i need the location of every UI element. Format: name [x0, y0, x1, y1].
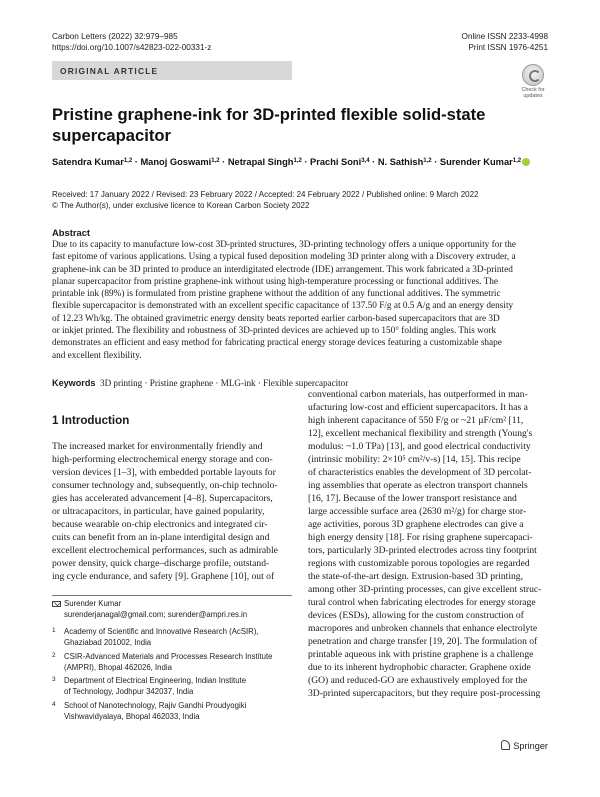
check-for-updates-badge[interactable] [516, 64, 550, 100]
intro-left-column: The increased market for environmentally friendly and high-performing electrochemical energy storage and con- version devices [1–3], with embedded portable layouts for consumer technology and, subsequently, on-chip technolo- gies has accelerated advancement [4–8]. Supercapacitors, or ultracapacitors, in particular, have gained popularity, because wearable on-chip electronics and integrated cir- cuits can benefit from an in-plane interdigital design and excellent electrochemical performances, such as admirable power density, quick charge–discharge profile, outstand- ing cycle endurance, and safety [9]. Graphene [10], out of [52, 441, 278, 582]
author-list: Satendra Kumar$^{1,2}$ · Manoj Goswami$^{1,2}$ · Netrapal Singh$^{1,2}$ · Prachi Soni$^{3,4}$ · N. Sathish$^{1,2}$ · Surender Kumar$^{1,2}$ [52, 155, 552, 168]
doi-link[interactable]: https://doi.org/10.1007/s42823-022-00331-z [52, 43, 212, 52]
affiliation: 1 Academy of Scientific and Innovative Research (AcSIR), Ghaziabad 201002, India [52, 627, 259, 647]
online-issn: Online ISSN 2233-4998 [461, 32, 548, 41]
keywords-label: Keywords [52, 378, 96, 388]
crossmark-icon [522, 64, 544, 86]
journal-citation: Carbon Letters (2022) 32:979–985 [52, 32, 178, 41]
author-name[interactable]: N. Sathish [377, 157, 424, 167]
print-issn: Print ISSN 1976-4251 [468, 43, 548, 52]
publication-dates [52, 189, 479, 212]
article-type-banner: ORIGINAL ARTICLE [52, 61, 292, 80]
abstract-body: Due to its capacity to manufacture low-cost 3D-printed structures, 3D-printing technology offers a unique opportunity for the fast epitome of various applications. Using a typical fused deposition modeling 3D printer along with a Discovery extruder, a graphene-ink can be 3D printed to produce an interdigitated electrode (IDE) arrangement. This work fabricated a 3D-printed planar supercapacitor from pristine graphene-ink without using high-temperature processing or functional additives. The printable ink (89%) is formulated from pristine graphene without the addition of any functional additives. The symmetric flexible supercapacitor is demonstrated with an excellent specific capacitance of 137.50 F/g at 0.5 A/g and an energy density of 12.23 Wh/kg. The obtained gravimetric energy density beats reported earlier carbon-based supercapacitors that are 3D or inkjet printed. The flexibility and robustness of 3D-printed devices are achieved up to 150° folding angles. This work demonstrates an efficient and easy method for fabricating practical energy storage devices featuring a customizable shape and excellent flexibility. [52, 240, 517, 361]
publisher-logo [501, 740, 548, 751]
article-title: Pristine graphene-ink for 3D-printed flexible solid-state supercapacitor [52, 105, 486, 145]
author-name[interactable]: Manoj Goswami [140, 157, 212, 167]
intro-right-column: conventional carbon materials, has outperformed in man- ufacturing low-cost and efficient supercapacitors. It has a high inherent capacitance of 550 F/g or ~21 μF/cm² [11, 12], excellent mechanical flexibility and strength (Young's modulus: ~1.0 TPa) [13], and good electrical conductivity (intrinsic mobility: 2×10⁵ cm²/v-s) [14, 15]. This recipe of characteristics enables the development of 3D percolat- ing assemblies that operate as electron transport channels [16, 17]. Because of the lower transport resistance and large accessible surface area (2630 m²/g) for charge stor- age activities, porous 3D graphene electrodes can give a high energy density [18]. For rising graphene supercapaci- tors, particularly 3D-printed electrodes across tiny footprint regions with customizable porous topologies are regarded the state-of-the-art design. Extrusion-based 3D printing, among other 3D-printing processes, can give excellent struc- tural control when fabricating electrodes for energy storage devices (ESDs), allowing for the custom construction of macropores and unbroken channels that enhance electrolyte penetration and charge transfer [19, 20]. The formulation of printable aqueous ink with pristine graphene is a challenge due to its inherent hydrophobic character. Graphene oxide (GO) and reduced-GO are exhaustively employed for the 3D-printed supercapacitors, but they require post-processing [308, 389, 542, 699]
correspondence [52, 599, 292, 620]
journal-header [52, 31, 211, 53]
footnote-divider [52, 595, 292, 596]
author-name[interactable]: Surender Kumar [439, 157, 513, 167]
author-name[interactable]: Netrapal Singh [227, 157, 294, 167]
badge-label: Check for updates [521, 87, 545, 99]
orcid-icon[interactable] [522, 158, 530, 166]
copyright-line: © The Author(s), under exclusive licence to Korean Carbon Society 2022 [52, 201, 310, 211]
publisher-name: Springer [513, 741, 548, 751]
history-dates: Received: 17 January 2022 / Revised: 23 February 2022 / Accepted: 24 February 2022 / Published online: 9 March 2022 [52, 190, 479, 199]
springer-horse-icon [501, 740, 510, 750]
affiliation: 2 CSIR-Advanced Materials and Processes Research Institute (AMPRI), Bhopal 462026, India [52, 652, 273, 672]
corresponding-author: Surender Kumar [64, 599, 122, 608]
affiliation: 4 School of Nanotechnology, Rajiv Gandhi Proudyogiki Vishwavidyalaya, Bhopal 462033, India [52, 701, 247, 721]
keywords-list: 3D printing · Pristine graphene · MLG-ink · Flexible supercapacitor [100, 378, 349, 388]
keywords [52, 378, 348, 388]
abstract-heading: Abstract [52, 227, 91, 238]
section-heading: 1 Introduction [52, 414, 130, 427]
affiliation: 3 Department of Electrical Engineering, Indian Institute of Technology, Jodhpur 342037, India [52, 676, 247, 696]
issn-header [462, 31, 548, 53]
author-name[interactable]: Prachi Soni [310, 157, 362, 167]
envelope-icon [52, 601, 61, 607]
author-name[interactable]: Satendra Kumar [52, 157, 124, 167]
author-email[interactable]: surenderjanagal@gmail.com; surender@ampri.res.in [64, 609, 248, 619]
